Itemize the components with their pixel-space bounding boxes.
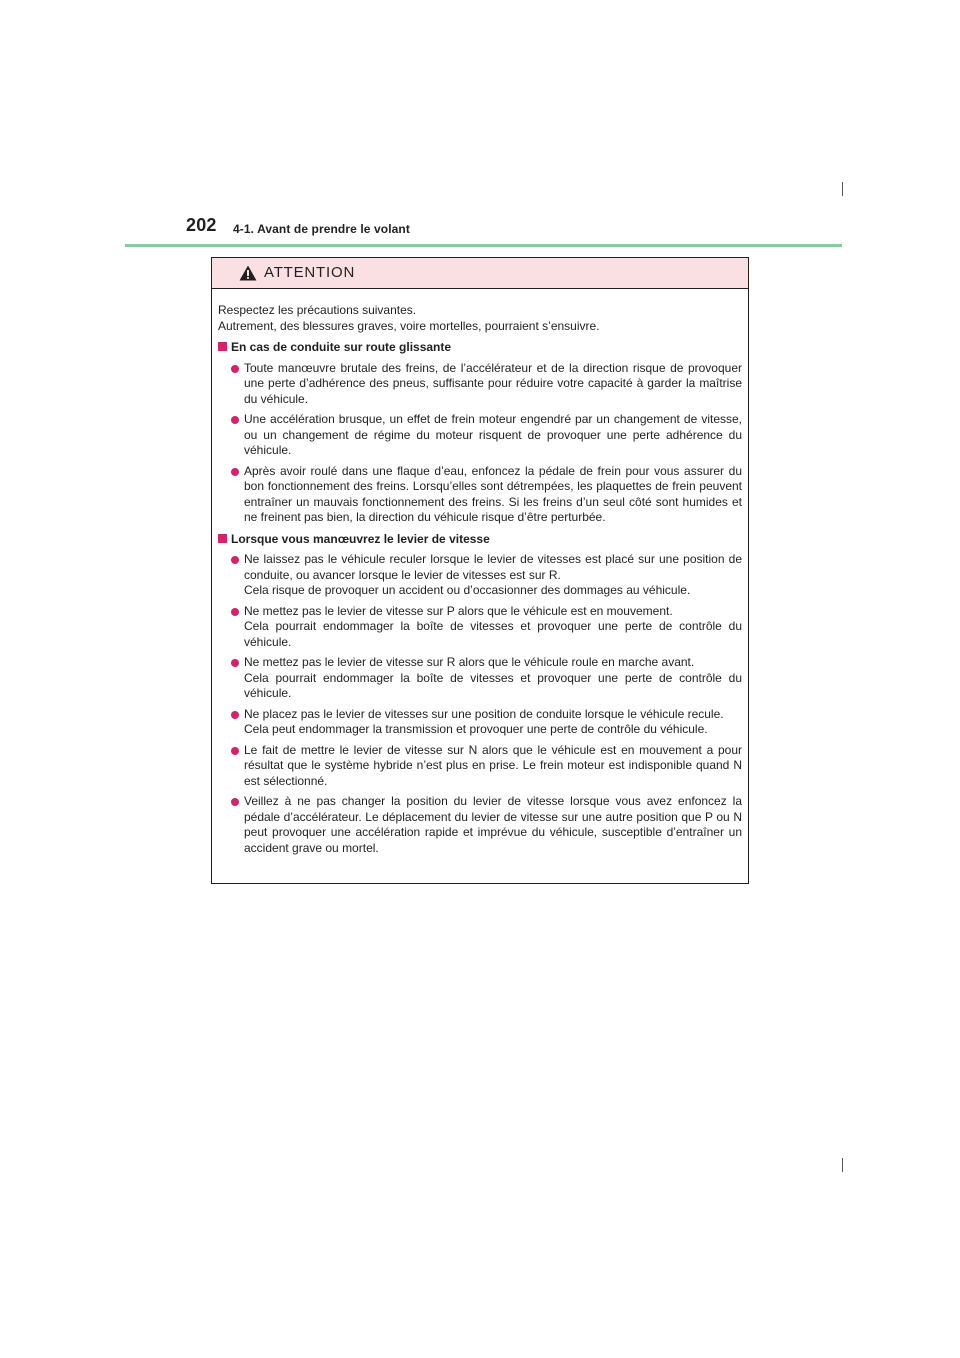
list-item-line: Ne laissez pas le véhicule reculer lorsque le levier de vitesses est placé sur une position de conduite, ou avancer lorsque le levier de vitesses est sur R.: [244, 552, 742, 582]
list-item-text: [244, 412, 742, 459]
warning-triangle-icon: [239, 265, 257, 281]
header-rule: [125, 244, 842, 247]
group-gear-lever: [218, 532, 742, 857]
dot-bullet-icon: [231, 798, 239, 806]
attention-title: ATTENTION: [264, 264, 356, 281]
list-item-line: Veillez à ne pas changer la position du levier de vitesse lorsque vous avez enfoncez la pédale d’accélérateur. Le déplacement du levier de vitesse sur une autre position que P ou N peut provoquer une accélération rapide et imprévue du véhicule, susceptible d’entraîner un accident grave ou mortel.: [244, 794, 742, 855]
list-item-line: Après avoir roulé dans une flaque d’eau, enfoncez la pédale de frein pour vous assurer du bon fonctionnement des freins. Lorsqu’elles sont détrempées, les plaquettes de frein peuvent entraîner un mauvais fonctionnement des freins. Si les freins d’un seul côté sont humides et ne freinent pas bien, la direction du véhicule risque d’être perturbée.: [244, 463, 742, 524]
dot-bullet-icon: [231, 416, 239, 424]
list-item-line: Ne mettez pas le levier de vitesse sur R alors que le véhicule roule en marche avant.: [244, 655, 695, 669]
group-heading-text: Lorsque vous manœuvrez le levier de vitesse: [231, 531, 490, 546]
dot-bullet-icon: [231, 747, 239, 755]
list-item-line: Ne placez pas le levier de vitesses sur une position de conduite lorsque le véhicule recule.: [244, 706, 724, 721]
dot-bullet-icon: [231, 608, 239, 616]
list-item-line: Cela pourrait endommager la boîte de vitesses et provoquer une perte de contrôle du véhicule.: [244, 619, 742, 649]
list-item: [218, 412, 742, 459]
attention-header: [212, 258, 748, 289]
attention-box: [211, 257, 749, 884]
square-bullet-icon: [218, 534, 227, 543]
list-item-text: [244, 794, 742, 856]
intro-line: Autrement, des blessures graves, voire mortelles, pourraient s’ensuivre.: [218, 318, 600, 333]
dot-bullet-icon: [231, 365, 239, 373]
list-item: [218, 552, 742, 599]
list-item: [218, 655, 742, 702]
crop-mark-bottom: [842, 1158, 843, 1172]
group-slippery-road: [218, 340, 742, 526]
page-number: 202: [186, 215, 217, 235]
crop-mark-top: [842, 182, 843, 196]
list-item-line: Cela pourrait endommager la boîte de vitesses et provoquer une perte de contrôle du véhicule.: [244, 670, 742, 700]
list-item: [218, 794, 742, 856]
group-heading-text: En cas de conduite sur route glissante: [231, 340, 452, 354]
attention-body: [212, 289, 748, 856]
list-item-line: Le fait de mettre le levier de vitesse sur N alors que le véhicule est en mouvement a pour résultat que le système hybride n’est plus en prise. Le frein moteur est indisponible quand N est sélectionné.: [244, 742, 742, 788]
list-item-text: [244, 464, 742, 526]
list-item: [218, 743, 742, 790]
dot-bullet-icon: [231, 711, 239, 719]
list-item-line: Ne mettez pas le levier de vitesse sur P alors que le véhicule est en mouvement.: [244, 603, 673, 618]
section-title: 4-1. Avant de prendre le volant: [233, 222, 410, 236]
list-item-text: [244, 604, 742, 651]
list-item-line: Cela risque de provoquer un accident ou d’occasionner des dommages au véhicule.: [244, 583, 691, 597]
intro-line: Respectez les précautions suivantes.: [218, 303, 417, 317]
list-item-text: [244, 552, 742, 599]
group-heading: [218, 340, 742, 356]
list-item: [218, 464, 742, 526]
list-item: [218, 707, 742, 738]
list-item-text: [244, 743, 742, 790]
list-item: [218, 604, 742, 651]
list-item-text: [244, 361, 742, 408]
square-bullet-icon: [218, 342, 227, 351]
list-item-line: Une accélération brusque, un effet de frein moteur engendré par un changement de vitesse, ou un changement de régime du moteur risquent de provoquer une perte adhérence du véhicule.: [244, 412, 742, 457]
dot-bullet-icon: [231, 468, 239, 476]
list-item-line: Cela peut endommager la transmission et provoquer une perte de contrôle du véhicule.: [244, 722, 708, 736]
list-item-text: [244, 655, 742, 702]
list-item-text: [244, 707, 742, 738]
dot-bullet-icon: [231, 659, 239, 667]
dot-bullet-icon: [231, 556, 239, 564]
list-item-line: Toute manœuvre brutale des freins, de l’accélérateur et de la direction risque de provoquer une perte d’adhérence des pneus, suffisante pour réduire votre capacité à garder la maîtrise du véhicule.: [244, 360, 742, 406]
list-item: [218, 361, 742, 408]
group-heading: [218, 532, 742, 548]
